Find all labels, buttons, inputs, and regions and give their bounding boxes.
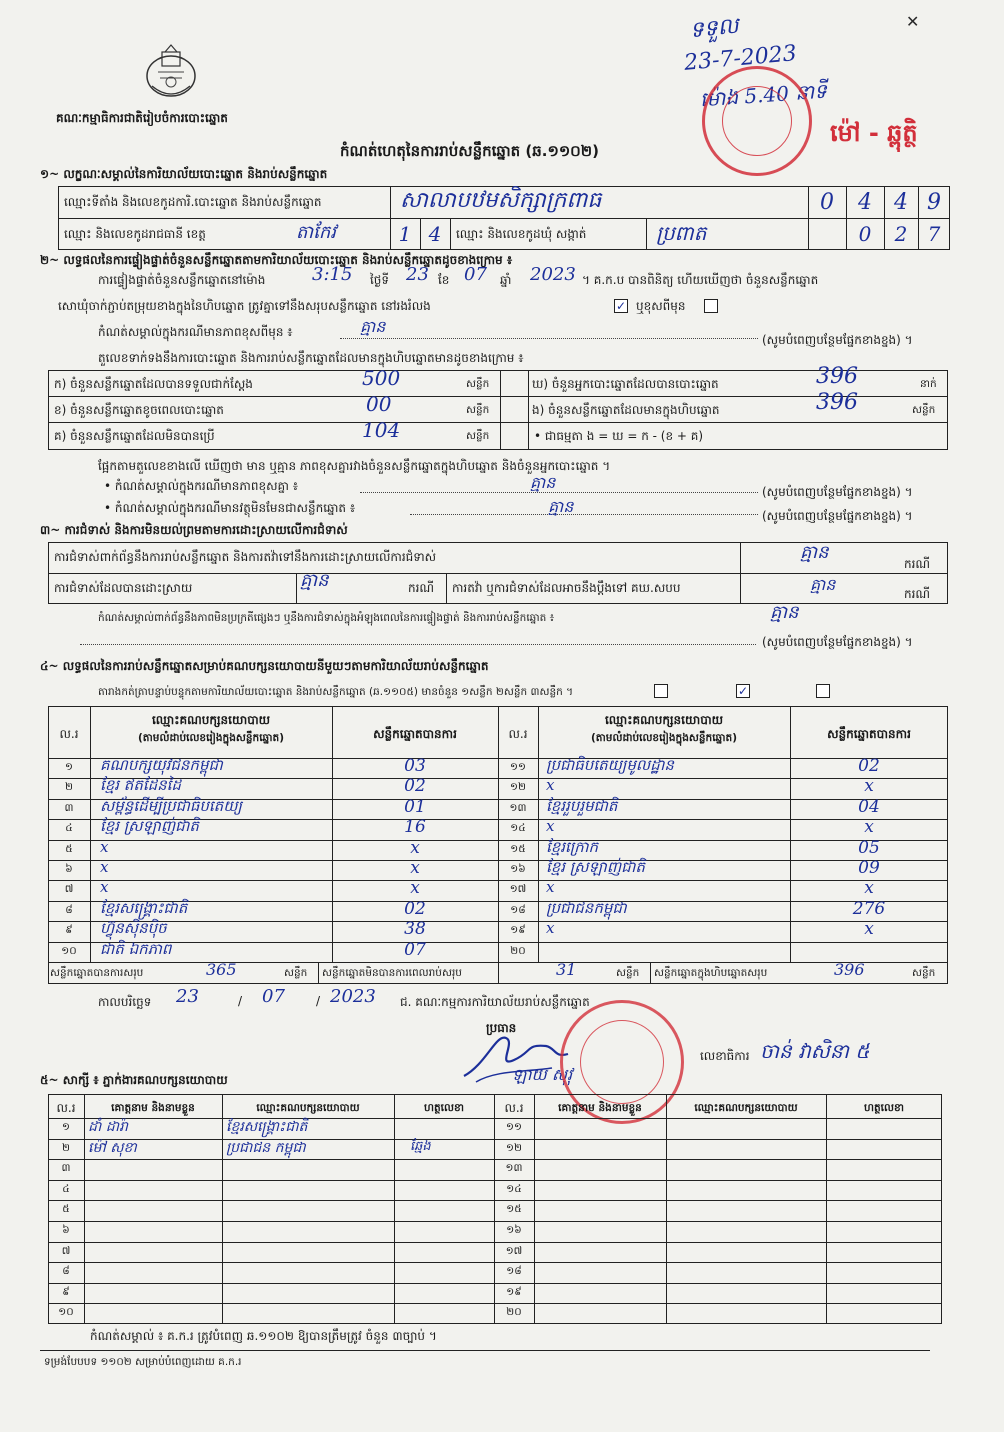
checkbox-2-sheets[interactable]: ✓: [737, 684, 749, 698]
province-label: ឈ្មោះ និងលេខកូដរាជធានី ខេត្ត: [64, 227, 206, 241]
province-code-2: 4: [428, 222, 442, 246]
total-invalid-value: 31: [556, 960, 577, 979]
result-right-votes: 02: [858, 756, 880, 776]
result-left-no: ១: [65, 761, 73, 773]
verify-text-c: ខែ: [438, 273, 450, 287]
result-right-party: ប្រជាជនកម្ពុជា: [546, 898, 627, 917]
section4-heading: ៤~ លទ្ធផលនៃការរាប់សន្លឹកឆ្នោតសម្រាប់គណបក្សនយោបាយនីមួយៗតាមការិយាល័យរាប់សន្លឹកឆ្នោត: [40, 659, 489, 673]
result-left-votes: x: [410, 878, 420, 899]
objection-row1-label: ការជំទាស់ពាក់ព័ន្ធនឹងការរាប់សន្លឹកឆ្នោត និងការតវ៉ាទៅនឹងការដោះស្រាយលើការជំទាស់: [54, 550, 437, 564]
witness-col-party-left: ឈ្មោះគណបក្សនយោបាយ: [256, 1102, 360, 1114]
total-valid-unit: សន្លឹក: [284, 967, 308, 979]
form-footer: ទម្រង់បែបបទ ១១០២ សម្រាប់បំពេញដោយ គ.ក.រ: [44, 1356, 242, 1368]
result-right-votes: x: [864, 919, 874, 940]
witness-col-no-left: ល.រ: [56, 1101, 76, 1115]
section4-sub: តារាងកត់ត្រាបន្ទាប់បន្ទុកតាមការិយាល័យបោះឆ្នោត និងរាប់សន្លឹកឆ្នោត (ឆ.១១០៥) មានចំនួន ១សន្លឹក ២សន្លឹក ៣សន្លឹក ។: [98, 686, 574, 698]
result-left-votes: 02: [404, 898, 426, 919]
total-box-value: 396: [834, 960, 865, 979]
witness-col-sign-left: ហត្ថលេខា: [424, 1102, 464, 1114]
commune-label: ឈ្មោះ និងលេខកូដឃុំ សង្កាត់: [456, 227, 587, 241]
witness-col-no-right: ល.រ: [504, 1101, 524, 1115]
result-right-party: ខ្មែរក្រោក: [546, 837, 599, 856]
result-left-no: ៥: [65, 842, 73, 855]
objection-row2-unit: ករណី: [408, 581, 435, 595]
result-left-party: ជាតិ ឯកភាព: [100, 939, 172, 958]
received-seal-inner: [722, 86, 792, 156]
secretary-name: ចាន់ វាសិនា ៥: [760, 1039, 870, 1063]
witness-right-no: ១៣: [505, 1162, 523, 1175]
count-ka-value: 500: [362, 366, 401, 390]
witness-col-party-right: ឈ្មោះគណបក្សនយោបាយ: [694, 1102, 798, 1114]
result-right-votes: 05: [858, 837, 880, 858]
date-year: 2023: [330, 986, 376, 1007]
verify-text-b: ថ្ងៃទី: [370, 273, 390, 287]
total-valid-value: 365: [206, 960, 237, 979]
witness-left-no: ៧: [61, 1244, 71, 1257]
result-right-no: ១២: [510, 781, 526, 794]
result-right-no: ២០: [510, 944, 526, 957]
result-left-no: ៧: [64, 883, 74, 896]
result-right-votes: 276: [852, 898, 886, 919]
result-right-no: ១៣: [509, 801, 527, 814]
result-right-votes: 04: [858, 796, 880, 817]
witness-left-name: ម៉ៅ សុខា: [88, 1139, 137, 1156]
count-kha-unit: សន្លឹក: [466, 404, 490, 416]
checkbox-3-sheets[interactable]: [816, 684, 830, 698]
results-col-votes-left: សន្លឹកឆ្នោតបានការ: [373, 727, 457, 741]
date-sep-2: /: [316, 994, 321, 1008]
result-right-no: ១៩: [510, 924, 526, 937]
verify-time: 3:15: [312, 264, 353, 285]
witness-left-no: ៤: [62, 1182, 70, 1195]
result-right-party: ខ្មែរ ស្រឡាញ់ជាតិ: [546, 858, 645, 876]
result-left-votes: x: [410, 837, 420, 858]
count-ko-label: គ) ចំនួនសន្លឹកឆ្នោតដែលមិនបានប្រើ: [54, 429, 215, 443]
witness-left-sign: ឆ្មែង: [410, 1138, 431, 1154]
result-right-party: x: [546, 919, 555, 938]
office-code-2: 4: [858, 190, 872, 215]
result-left-no: ៣: [64, 801, 74, 814]
count-ng-value: 396: [816, 390, 858, 415]
committee-name: គណៈកម្មាធិការជាតិរៀបចំការបោះឆ្នោត: [56, 111, 228, 125]
witness-left-no: ៨: [62, 1265, 70, 1278]
count-formula: • ជាធម្មតា ង = ឃ = ក - (ខ + គ): [534, 429, 704, 443]
section2-heading: ២~ លទ្ធផលនៃការផ្ទៀងផ្ទាត់ចំនួនសន្លឹកឆ្នោតតាមការិយាល័យបោះឆ្នោត និងរាប់សន្លឹកឆ្នោតដូចខាងក្រោម ៖: [40, 253, 513, 267]
witness-right-no: ១២: [506, 1141, 522, 1154]
received-text: ទទួល: [688, 13, 740, 44]
result-right-no: ១៧: [509, 883, 527, 896]
witness-left-name: ដាំ ដារ៉ា: [88, 1119, 128, 1135]
secretary-label: លេខាធិការ: [700, 1049, 750, 1063]
results-col-votes-right: សន្លឹកឆ្នោតបានការ: [827, 727, 911, 741]
verify-text-e: ។ គ.ក.ប បានពិនិត្យ ហើយឃើញថា ចំនួនសន្លឹកឆ្នោត: [582, 273, 819, 287]
count-kho-value: 396: [816, 364, 858, 389]
date-label: កាលបរិច្ឆេទ: [98, 995, 152, 1009]
objection-row1-value: គ្មាន: [800, 542, 829, 563]
receiver-name: ម៉ៅ - ឆ្ពុត្ថិ: [830, 119, 918, 147]
witness-right-no: ១៧: [505, 1244, 523, 1257]
office-code-4: 9: [927, 190, 941, 215]
verify-year: 2023: [530, 264, 576, 285]
results-col-party-sub-left: (តាមលំដាប់លេខរៀងក្នុងសន្លឹកឆ្នោត): [137, 732, 285, 744]
witness-right-no: ១៤: [506, 1182, 522, 1195]
result-left-party: សម្ព័ន្ធដើម្បីប្រជាធិបតេយ្យ: [100, 796, 242, 815]
total-box-label: សន្លឹកឆ្នោតក្នុងហិបឆ្នោតសរុប: [654, 967, 768, 979]
results-col-party-right: ឈ្មោះគណបក្សនយោបាយ: [604, 713, 724, 727]
office-code-1: 0: [820, 190, 834, 215]
compare-text: ផ្អែកតាមតួលេខខាងលើ ឃើញថា មាន ឬគ្មាន ភាពខុសគ្នារវាងចំនួនសន្លឹកឆ្នោតក្នុងហិបឆ្នោត និងចំនួនអ្នកបោះឆ្នោត ។: [98, 459, 611, 473]
fill-hint-1: (សូមបំពេញបន្ថែមផ្នែកខាងខ្នង) ។: [762, 333, 913, 347]
commune-code-2: 2: [894, 222, 908, 246]
result-right-votes: 09: [858, 858, 880, 878]
result-right-party: ខ្មែររួបរួមជាតិ: [546, 796, 618, 815]
result-left-party: ខ្មែរ ស្រឡាញ់ជាតិ: [100, 817, 199, 836]
province-name: តាកែវ: [296, 222, 336, 243]
verify-line2: សោឃុំចាក់ភ្ជាប់តម្រុយខាងក្នុងនៃហិបឆ្នោត ត្រូវគ្នាទៅនឹងសរុបសន្លឹកឆ្នោត នៅរងរំលង: [58, 299, 431, 313]
received-date: 23-7-2023: [683, 41, 798, 76]
result-left-votes: 16: [404, 817, 426, 838]
results-col-party-left: ឈ្មោះគណបក្សនយោបាយ: [151, 713, 271, 727]
total-invalid-label: សន្លឹកឆ្នោតមិនបានការពេលរាប់សរុប: [322, 967, 462, 979]
result-left-votes: x: [410, 858, 420, 878]
nec-emblem-icon: [138, 42, 204, 104]
result-right-party: ប្រជាធិបតេយ្យមូលដ្ឋាន: [546, 756, 674, 774]
witness-left-party: ខ្មែរសង្គ្រោះជាតិ: [226, 1119, 308, 1135]
section3-heading: ៣~ ការជំទាស់ និងការមិនយល់ព្រមតាមការដោះស្រាយលើការជំទាស់: [40, 523, 348, 537]
checkbox-different[interactable]: [704, 299, 718, 313]
result-left-no: ៦: [65, 863, 73, 875]
result-right-no: ១៨: [510, 903, 526, 916]
chair-name: ឡាយ សុវុ: [512, 1065, 573, 1084]
count-ng-unit: សន្លឹក: [912, 404, 936, 416]
result-right-no: ១៤: [510, 822, 526, 835]
fill-hint-2: (សូមបំពេញបន្ថែមផ្នែកខាងខ្នង) ។: [762, 485, 913, 499]
commune-name: ប្រពាត: [656, 221, 707, 245]
objection-row2b-label: ការតវ៉ា ឬការជំទាស់ដែលអាចនឹងប្តឹងទៅ គឃ.សបប: [452, 581, 681, 595]
commune-code-1: 0: [858, 222, 872, 246]
corner-mark: ✕: [906, 12, 920, 31]
count-ko-unit: សន្លឹក: [466, 430, 490, 442]
office-seal-inner: [580, 1020, 664, 1104]
results-col-no-left: ល.រ: [59, 727, 79, 741]
form-title: កំណត់ហេតុនៃការរាប់សន្លឹកឆ្នោត (ឆ.១១០២): [340, 142, 600, 160]
commune-code-3: 7: [927, 222, 941, 246]
results-col-party-sub-right: (តាមលំដាប់លេខរៀងក្នុងសន្លឹកឆ្នោត): [590, 732, 738, 744]
province-code-1: 1: [398, 222, 412, 246]
chair-label: ប្រធាន: [486, 1021, 517, 1035]
witness-left-no: ៣: [61, 1162, 71, 1175]
section5-heading: ៥~ សាក្សី ៖ ភ្នាក់ងារគណបក្សនយោបាយ: [40, 1073, 228, 1087]
note2-value: គ្មាន: [530, 473, 556, 492]
witness-right-no: ២០: [506, 1306, 522, 1319]
option-different-label: ឬខុសពីមុន: [636, 299, 686, 313]
result-left-party: គណបក្សយុវជនកម្ពុជា: [100, 756, 223, 774]
office-name: សាលាបឋមសិក្សាក្រពាធ: [400, 188, 602, 213]
result-left-no: ៤: [65, 822, 73, 835]
result-left-no: ៨: [65, 903, 73, 916]
result-left-party: ខ្មែរសង្គ្រោះជាតិ: [100, 898, 188, 917]
objection-row1-unit: ករណី: [904, 557, 931, 571]
verify-text-d: ឆ្នាំ: [500, 273, 512, 287]
objection-row2b-value: គ្មាន: [810, 575, 836, 594]
note2-label: • កំណត់សម្គាល់ក្នុងករណីមានភាពខុសគ្នា ៖: [104, 479, 299, 493]
witness-right-no: ១៩: [506, 1285, 522, 1298]
date-month: 07: [262, 986, 285, 1007]
result-left-party: x: [100, 837, 109, 856]
result-left-votes: 07: [404, 939, 426, 960]
result-left-party: ខ្មែរ ឥតដែនដៃ: [100, 776, 181, 795]
result-left-no: ២: [65, 781, 73, 794]
total-box-unit: សន្លឹក: [912, 967, 936, 979]
result-right-no: ១៦: [510, 863, 526, 875]
objection-row2-label: ការជំទាស់ដែលបានដោះស្រាយ: [54, 581, 193, 595]
section5-note: កំណត់សម្គាល់ ៖ គ.ក.រ ត្រូវបំពេញ ឆ.១១០២ ឱ្យបានត្រឹមត្រូវ ចំនួន ៣ច្បាប់ ។: [90, 1329, 437, 1343]
count-ka-label: ក) ចំនួនសន្លឹកឆ្នោតដែលបានទទួលជាក់ស្តែង: [54, 377, 253, 391]
verify-month: 07: [464, 264, 487, 285]
verify-day: 23: [406, 264, 429, 285]
count-kho-label: ឃ) ចំនួនអ្នកបោះឆ្នោតដែលបានបោះឆ្នោត: [532, 377, 719, 391]
date-day: 23: [176, 986, 199, 1007]
difference-note-label: កំណត់សម្គាល់ក្នុងករណីមានភាពខុសពីមុន ៖: [98, 325, 293, 339]
count-kha-label: ខ) ចំនួនសន្លឹកឆ្នោតខូចពេលបោះឆ្នោត: [54, 403, 224, 417]
result-left-votes: 03: [404, 756, 426, 776]
counts-intro: តួលេខទាក់ទងនឹងការបោះឆ្នោត និងការរាប់សន្លឹកឆ្នោតដែលមានក្នុងហិបឆ្នោតមានដូចខាងក្រោម ៖: [98, 351, 524, 365]
witness-left-no: ២: [62, 1141, 70, 1154]
results-col-no-right: ល.រ: [508, 727, 528, 741]
verify-text-a: ការផ្ទៀងផ្ទាត់ចំនួនសន្លឹកឆ្នោតនៅម៉ោង: [98, 273, 266, 287]
result-left-votes: 01: [404, 796, 426, 817]
witness-right-no: ១៨: [506, 1265, 522, 1278]
checkbox-1-sheet[interactable]: [654, 684, 668, 698]
witness-right-no: ១៦: [506, 1224, 522, 1236]
witness-right-no: ១១: [506, 1121, 522, 1133]
total-valid-label: សន្លឹកឆ្នោតបានការសរុប: [50, 967, 144, 979]
section3-note-label: កំណត់សម្គាល់ពាក់ព័ន្ធនឹងភាពមិនប្រក្រតីផ្សេងៗ ឬនឹងការជំទាស់ក្នុងអំឡុងពេលនៃការផ្ទៀងផ្ទាត់ និងការរាប់សន្លឹកឆ្នោត ៖: [98, 612, 555, 624]
office-label: ឈ្មោះទីតាំង និងលេខកូដការិ.បោះឆ្នោត និងរាប់សន្លឹកឆ្នោត: [64, 195, 322, 209]
office-code-3: 4: [894, 190, 908, 215]
result-right-votes: x: [864, 878, 874, 899]
date-sep-1: /: [238, 994, 243, 1008]
witness-col-sign-right: ហត្ថលេខា: [864, 1102, 904, 1114]
witness-right-no: ១៥: [506, 1203, 522, 1216]
witness-left-no: ៦: [62, 1224, 70, 1236]
count-kha-value: 00: [366, 392, 392, 416]
result-left-party: x: [100, 858, 109, 876]
result-right-votes: x: [864, 817, 874, 838]
result-left-party: x: [100, 878, 109, 897]
witness-col-name-left: គោត្តនាម និងនាមខ្លួន: [111, 1102, 195, 1114]
result-right-party: x: [546, 776, 555, 795]
result-right-party: x: [546, 878, 555, 897]
count-ko-value: 104: [362, 418, 401, 442]
witness-left-no: ៩: [62, 1285, 70, 1298]
section3-note-value: គ្មាន: [770, 602, 799, 623]
section1-heading: ១~ លក្ខណៈសម្គាល់នៃការិយាល័យបោះឆ្នោត និងរាប់សន្លឹកឆ្នោត: [40, 167, 328, 181]
result-right-votes: x: [864, 776, 874, 797]
received-time: ម៉ោង 5.40 នាទី: [699, 78, 828, 112]
result-left-votes: 02: [404, 776, 426, 797]
note3-label: • កំណត់សម្គាល់ក្នុងករណីមានវត្ថុមិនមែនជាសន្លឹកឆ្នោត ៖: [104, 501, 356, 515]
checkbox-same[interactable]: ✓: [615, 299, 627, 313]
result-right-no: ១៥: [510, 842, 526, 855]
result-left-votes: 38: [404, 919, 426, 940]
witness-left-no: ១: [62, 1121, 70, 1133]
note3-value: គ្មាន: [548, 497, 574, 516]
witness-left-no: ៥: [62, 1203, 70, 1216]
witness-left-no: ១០: [58, 1306, 74, 1319]
result-left-no: ១០: [61, 944, 77, 957]
committee-counting: ជ. គណៈកម្មការការិយាល័យរាប់សន្លឹកឆ្នោត: [400, 995, 590, 1009]
total-invalid-unit: សន្លឹក: [616, 967, 640, 979]
count-kho-unit: នាក់: [920, 378, 937, 390]
fill-hint-3: (សូមបំពេញបន្ថែមផ្នែកខាងខ្នង) ។: [762, 509, 913, 523]
witness-left-party: ប្រជាជន កម្ពុជា: [226, 1139, 306, 1156]
result-left-party: ហ៊្វុនស៊ិនប៉ិច: [100, 919, 167, 938]
result-left-no: ៩: [65, 924, 73, 937]
difference-note-value: គ្មាន: [360, 317, 386, 336]
fill-hint-4: (សូមបំពេញបន្ថែមផ្នែកខាងខ្នង) ។: [762, 635, 913, 649]
count-ka-unit: សន្លឹក: [466, 378, 490, 390]
witness-col-name-right: គោត្តនាម និងនាមខ្លួន: [558, 1102, 642, 1114]
count-ng-label: ង) ចំនួនសន្លឹកឆ្នោតដែលមានក្នុងហិបឆ្នោត: [532, 403, 720, 417]
objection-row2b-unit: ករណី: [904, 587, 931, 601]
result-right-party: x: [546, 817, 555, 836]
objection-row2-value: គ្មាន: [300, 570, 329, 591]
result-right-no: ១១: [510, 761, 526, 773]
